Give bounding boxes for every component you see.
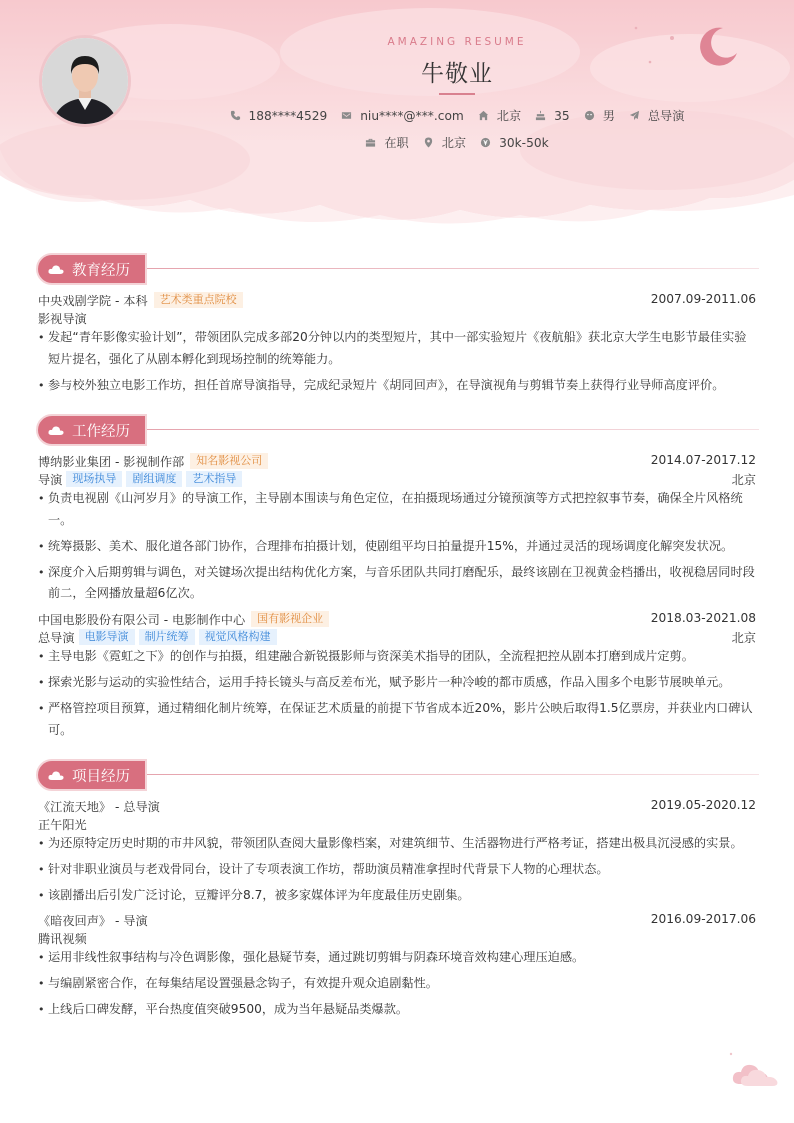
home-icon: [478, 110, 489, 121]
send-icon: [629, 110, 640, 121]
list-item: • 发起“青年影像实验计划”，带领团队完成多部20分钟以内的类型短片，其中一部实验短片《夜航船》获北京大学生电影节最佳实验短片提名，强化了从剧本孵化到现场控制的统筹能力。: [38, 327, 756, 370]
salary-value: 30k-50k: [499, 135, 549, 150]
tagline: AMAZING RESUME: [387, 36, 527, 48]
mail-icon: [341, 110, 352, 121]
list-item: • 为还原特定历史时期的市井风貌，带领团队查阅大量影像档案，对建筑细节、生活器物进行严格考证，搭建出极具沉浸感的实景。: [38, 833, 756, 855]
education-bullets: [38, 327, 756, 401]
gender-info: [584, 107, 615, 124]
project-bullets: [38, 833, 756, 911]
skill-tag: 视觉风格构建: [199, 629, 277, 645]
company-tag: 知名影视公司: [190, 453, 268, 469]
position-info: [629, 107, 685, 124]
section-pill: [36, 253, 147, 285]
city-info: [423, 134, 466, 151]
phone-info: [230, 109, 328, 123]
skill-tag: 现场执导: [66, 471, 122, 487]
name-underline: [439, 93, 475, 95]
list-item: • 深度介入后期剪辑与调色，对关键场次提出结构优化方案，与音乐团队共同打磨配乐，最终该剧在卫视黄金档播出，收视稳居同时段前二，全网播放量超6亿次。: [38, 562, 756, 605]
school-tag: 艺术类重点院校: [154, 292, 243, 308]
work-location: 北京: [731, 631, 756, 645]
location-icon: [423, 137, 434, 148]
section-education: [36, 253, 147, 285]
education-sub: [38, 309, 756, 327]
list-item: • 负责电视剧《山河岁月》的导演工作，主导剧本围读与角色定位，在拍摄现场通过分镜预演等方式把控叙事节奏，确保全片风格统一。: [38, 488, 756, 531]
section-title-text: 教育经历: [72, 262, 130, 279]
project-head: [38, 797, 756, 815]
section-projects: [36, 759, 147, 791]
list-item: • 与编剧紧密合作，在每集结尾设置强悬念钩子，有效提升观众追剧黏性。: [38, 973, 756, 995]
project-date: 2016.09-2017.06: [650, 912, 756, 926]
contact-row: [0, 107, 794, 124]
section-divider: [147, 268, 759, 269]
project-title: 《江流天地》 - 总导演: [38, 799, 160, 814]
list-item: • 针对非职业演员与老戏骨同台，设计了专项表演工作坊，帮助演员精准拿捏时代背景下人物的心理状态。: [38, 859, 756, 881]
project-date: 2019.05-2020.12: [650, 798, 756, 812]
cloud-icon: [48, 425, 64, 436]
project-sub: [38, 815, 756, 833]
role-name: 导演: [38, 472, 63, 487]
section-work: [36, 414, 147, 446]
section-divider: [147, 774, 759, 775]
work-head: [38, 610, 756, 628]
status-info: [365, 134, 408, 151]
hometown-value: 北京: [496, 109, 522, 123]
skill-tag: 艺术指导: [186, 471, 242, 487]
email-info: [341, 109, 464, 123]
work-date: 2018.03-2021.08: [650, 611, 756, 625]
school-name: 中央戏剧学院 - 本科: [38, 293, 148, 308]
list-item: • 探索光影与运动的实验性结合，运用手持长镜头与高反差布光，赋予影片一种冷峻的都市质感，作品入围多个电影节展映单元。: [38, 672, 756, 694]
company-name: 中国电影股份有限公司 - 电影制作中心: [38, 612, 246, 627]
phone-icon: [230, 110, 241, 121]
age-info: [535, 109, 570, 123]
gender-icon: [584, 110, 595, 121]
list-item: • 参与校外独立电影工作坊，担任首席导演指导，完成纪录短片《胡同回声》，在导演视角与剪辑节奏上获得行业导师高度评价。: [38, 375, 756, 397]
section-title-text: 项目经历: [72, 768, 130, 785]
section-title-text: 工作经历: [72, 423, 130, 440]
project-head: [38, 911, 756, 929]
project-sub: [38, 929, 756, 947]
phone-value: 188****4529: [248, 108, 328, 123]
skill-tag: 电影导演: [79, 629, 135, 645]
decorative-cloud-icon: [728, 1052, 786, 1092]
gender-value: 男: [602, 109, 615, 123]
work-location: 北京: [731, 473, 756, 487]
list-item: • 上线后口碑发酵，平台热度值突破9500，成为当年悬疑品类爆款。: [38, 999, 756, 1021]
list-item: • 统筹摄影、美术、服化道各部门协作，合理排布拍摄计划，使剧组平均日拍量提升15%，并通过灵活的现场调度化解突发状况。: [38, 536, 756, 558]
section-pill: [36, 414, 147, 446]
education-date: 2007.09-2011.06: [650, 292, 756, 306]
section-pill: [36, 759, 147, 791]
position-value: 总导演: [647, 109, 685, 123]
company-name: 博纳影业集团 - 影视制作部: [38, 454, 185, 469]
role-name: 总导演: [38, 630, 75, 645]
work-bullets: [38, 488, 756, 609]
section-divider: [147, 429, 759, 430]
project-bullets: [38, 947, 756, 1025]
email-value: niu****@***.com: [360, 108, 464, 123]
education-head: [38, 291, 756, 309]
work-head: [38, 452, 756, 470]
work-date: 2014.07-2017.12: [650, 453, 756, 467]
major-name: 影视导演: [38, 311, 87, 326]
company-tag: 国有影视企业: [251, 611, 329, 627]
skill-tag: 剧组调度: [126, 471, 182, 487]
project-company: 正午阳光: [38, 817, 87, 832]
city-value: 北京: [441, 136, 467, 150]
resume-header: [0, 0, 794, 230]
age-value: 35: [554, 108, 570, 123]
list-item: • 主导电影《霓虹之下》的创作与拍摄，组建融合新锐摄影师与资深美术指导的团队，全流程把控从剧本打磨到成片定剪。: [38, 646, 756, 668]
hometown-info: [478, 107, 521, 124]
work-bullets: [38, 646, 756, 746]
cloud-icon: [48, 770, 64, 781]
skill-tag: 制片统筹: [139, 629, 195, 645]
list-item: • 该剧播出后引发广泛讨论，豆瓣评分8.7，被多家媒体评为年度最佳历史剧集。: [38, 885, 756, 907]
briefcase-icon: [365, 137, 376, 148]
candidate-name: 牛敬业: [421, 61, 493, 87]
cake-icon: [535, 110, 546, 121]
work-sub: [38, 470, 756, 488]
list-item: • 严格管控项目预算，通过精细化制片统筹，在保证艺术质量的前提下节省成本近20%，影片公映后取得1.5亿票房，并获业内口碑认可。: [38, 698, 756, 741]
status-row: [0, 134, 794, 151]
project-title: 《暗夜回声》 - 导演: [38, 913, 148, 928]
salary-info: [480, 136, 549, 150]
money-icon: [480, 137, 491, 148]
list-item: • 运用非线性叙事结构与冷色调影像，强化悬疑节奏，通过跳切剪辑与阴森环境音效构建心理压迫感。: [38, 947, 756, 969]
work-sub: [38, 628, 756, 646]
cloud-icon: [48, 264, 64, 275]
project-company: 腾讯视频: [38, 931, 87, 946]
status-value: 在职: [384, 136, 409, 150]
